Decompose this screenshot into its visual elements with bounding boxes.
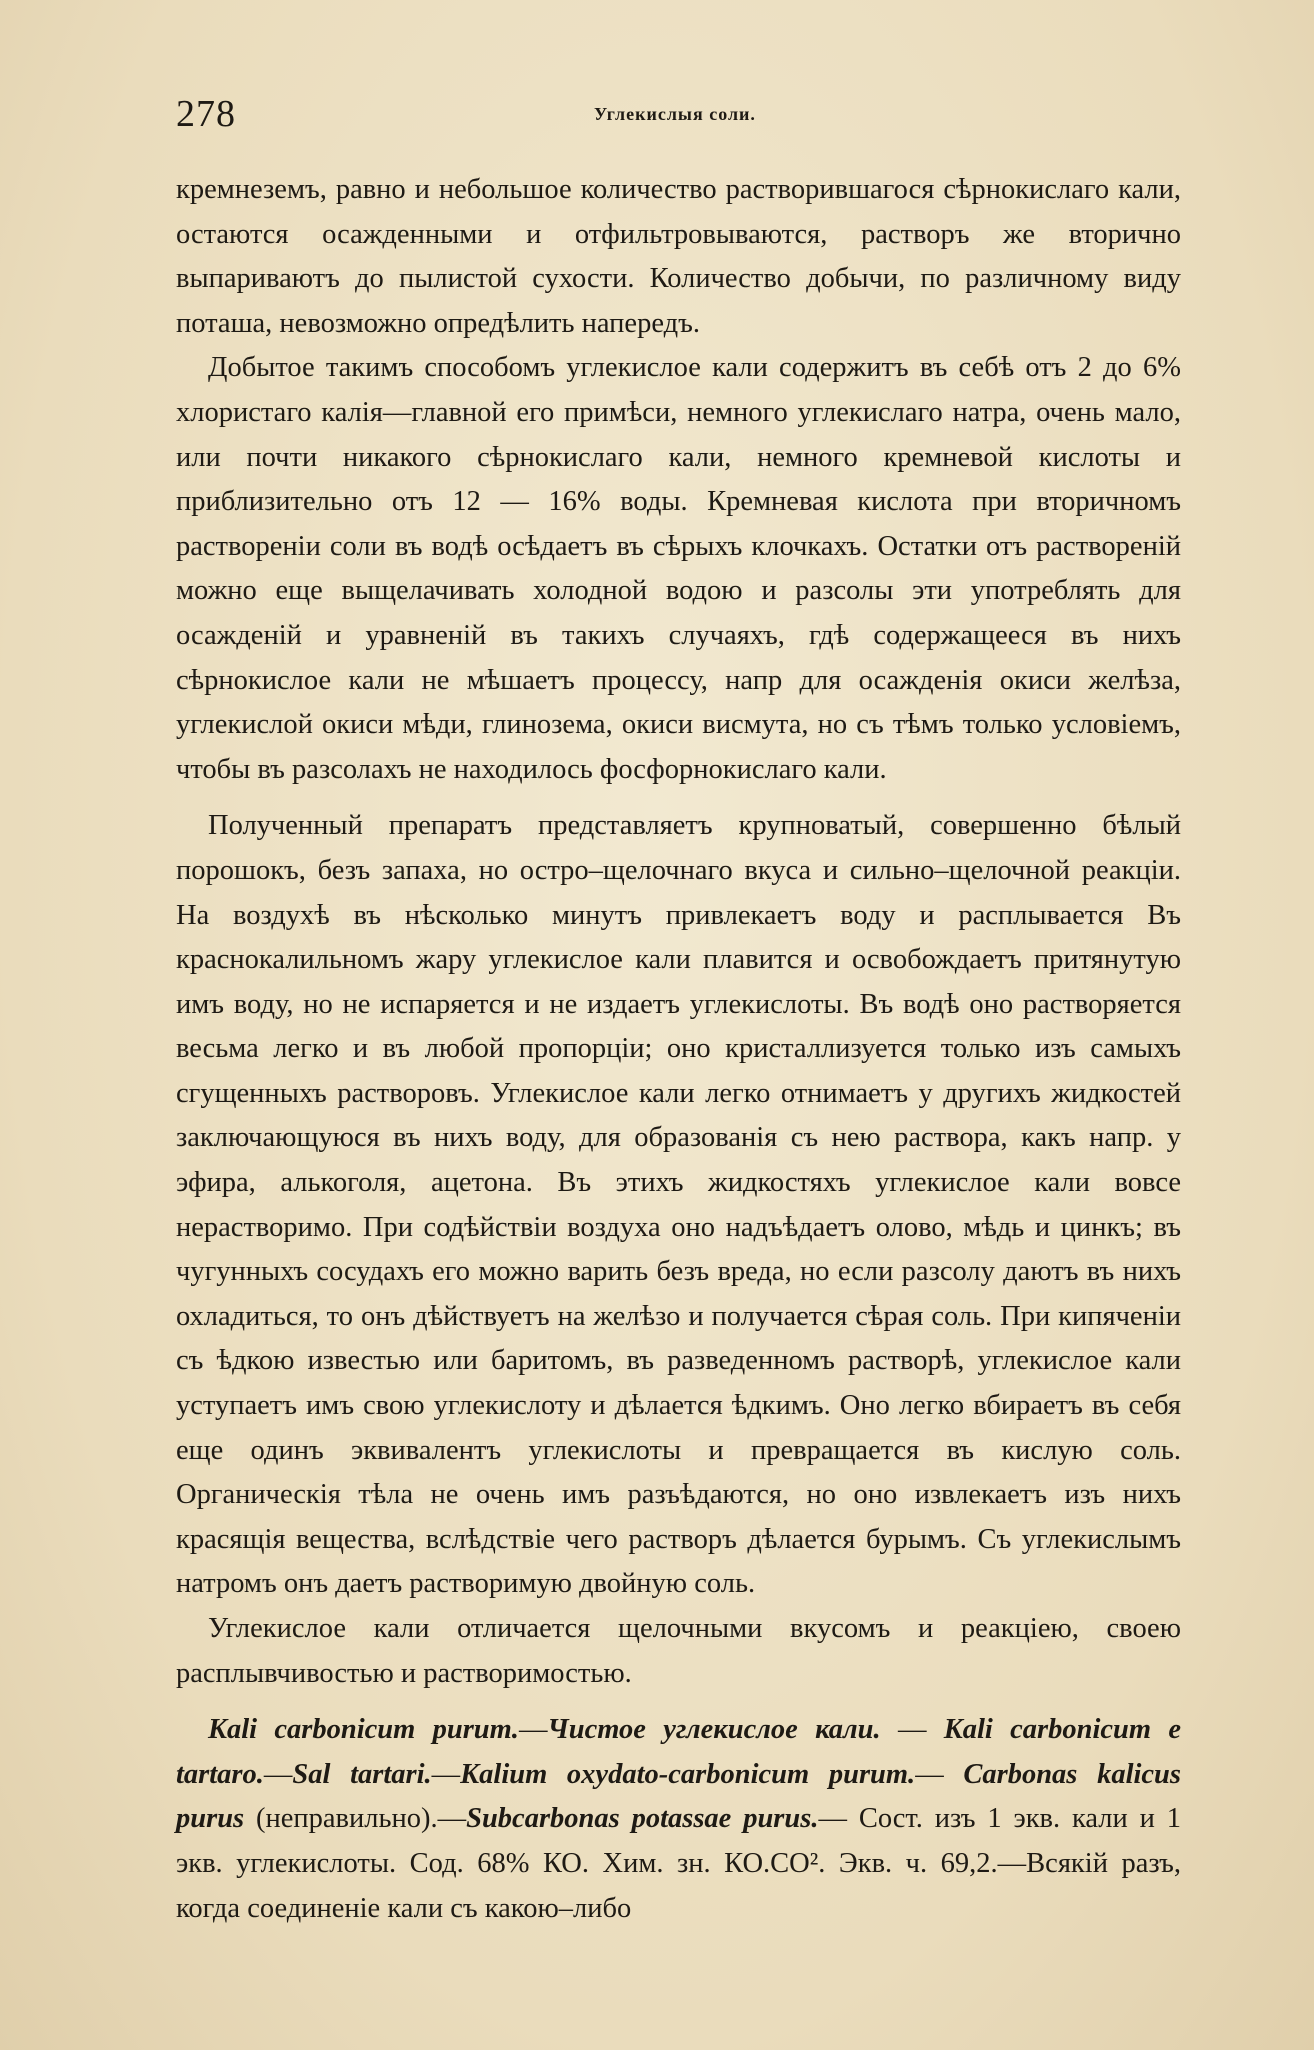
page-number: 278	[176, 93, 236, 135]
body-text	[176, 168, 1181, 1931]
synonym-carbonas-kalicus: Carbonas kalicus purus	[176, 1758, 1181, 1835]
separator: —	[263, 1758, 293, 1790]
separator: —	[880, 1714, 944, 1746]
paragraph-1: кремнеземъ, равно и небольшое количество растворившагося сѣрнокислаго кали, остаются осажденными и отфильтровываются, растворъ же вторично выпариваютъ до пылистой сухости. Количество добычи, по различному виду поташа, невозможно опредѣлить напередъ.	[176, 174, 1181, 339]
paragraph-3: Полученный препаратъ представляетъ крупноватый, совершенно бѣлый порошокъ, безъ запаха, но остро–щелочнаго вкуса и сильно–щелочной реакціи. На воздухѣ въ нѣсколько минутъ привлекаетъ воду и расплывается Въ краснокалильномъ жару углекислое кали плавится и освобождаетъ притянутую имъ воду, но не испаряется и не издаетъ углекислоты. Въ водѣ оно растворяется весьма легко и въ любой пропорціи; оно кристаллизуется только изъ самыхъ сгущенныхъ растворовъ. Углекислое кали легко отнимаетъ у другихъ жидкостей заключающуюся въ нихъ воду, для образованія съ нею раствора, какъ напр. у эфира, алькоголя, ацетона. Въ этихъ жидкостяхъ углекислое кали вовсе нерастворимо. При содѣйствіи воздуха оно надъѣдаетъ олово, мѣдь и цинкъ; въ чугунныхъ сосудахъ его можно варить безъ вреда, но если разсолу даютъ въ нихъ охладиться, то онъ дѣйствуетъ на желѣзо и получается сѣрая соль. При кипяченіи съ ѣдкою известью или баритомъ, въ разведенномъ растворѣ, углекислое кали уступаетъ имъ свою углекислоту и дѣлается ѣдкимъ. Оно легко вбираетъ въ себя еще одинъ эквивалентъ углекислоты и превращается въ кислую соль. Органическія тѣла не очень имъ разъѣдаются, но оно извлекаетъ изъ нихъ красящія вещества, вслѣдствіе чего растворъ дѣлается бурымъ. Съ углекислымъ натромъ онъ даетъ растворимую двойную соль.	[176, 810, 1181, 1600]
page-header	[176, 92, 1181, 142]
running-head: Углекислыя соли.	[594, 104, 756, 124]
synonym-kalium-oxydato: Kalium oxydato-carbonicum purum.	[460, 1758, 916, 1790]
composition-text: — Сост. изъ 1 экв. кали и 1 экв. углекислоты. Сод. 68% КО. Хим. зн. КО.СО². Экв. ч. 69,2.—Всякій разъ, когда соединеніе кали съ какою–либо	[176, 1803, 1181, 1924]
note-incorrect: (неправильно).—	[244, 1803, 467, 1835]
synonym-subcarbonas-potassae: Subcarbonas potassae purus.	[466, 1803, 819, 1835]
paragraph-2: Добытое такимъ способомъ углекислое кали содержитъ въ себѣ отъ 2 до 6% хлористаго калія—главной его примѣси, немного углекислаго натра, очень мало, или почти никакого сѣрнокислаго кали, немного кремневой кислоты и приблизительно отъ 12 — 16% воды. Кремневая кислота при вторичномъ раствореніи соли въ водѣ осѣдаетъ въ сѣрыхъ клочкахъ. Остатки отъ раствореній можно еще выщелачивать холодной водою и разсолы эти употреблять для осажденій и уравненій въ такихъ случаяхъ, гдѣ содержащееся въ нихъ сѣрнокислое кали не мѣшаетъ процессу, напр для осажденія окиси желѣза, углекислой окиси мѣди, глинозема, окиси висмута, но съ тѣмъ только условіемъ, чтобы въ разсолахъ не находилось фосфорнокислаго кали.	[176, 352, 1181, 785]
paragraph-5-synonyms	[176, 1708, 1181, 1931]
separator: —	[915, 1758, 964, 1790]
synonym-kali-carbonicum-e-tartaro: Kali carbonicum e tartaro.	[176, 1714, 1181, 1790]
paragraph-4: Углекислое кали отличается щелочными вкусомъ и реакціею, своею расплывчивостью и растворимостью.	[176, 1613, 1181, 1689]
separator: —	[431, 1758, 461, 1790]
synonym-chistoe-uglekisloe-kali: Чистое углекислое кали.	[547, 1714, 881, 1746]
separator: —	[518, 1714, 548, 1746]
synonym-kali-carbonicum-purum: Kali carbonicum purum.	[208, 1714, 519, 1746]
synonym-sal-tartari: Sal tartari.	[292, 1758, 432, 1790]
